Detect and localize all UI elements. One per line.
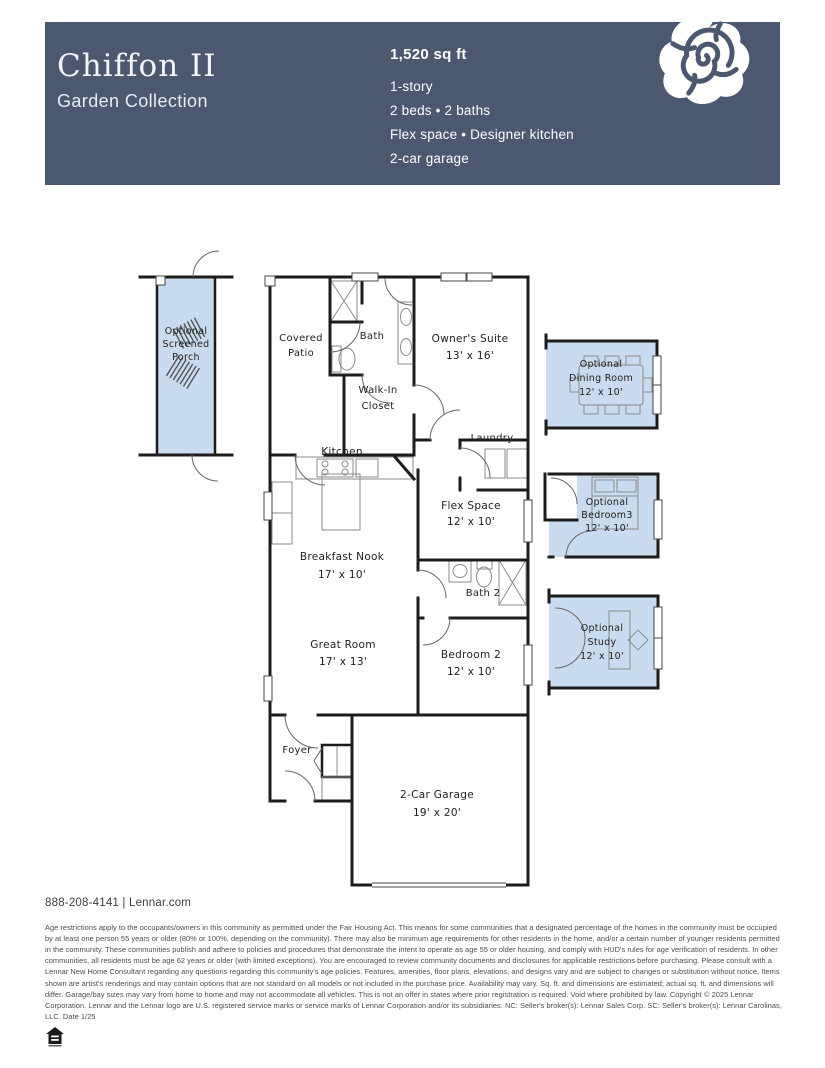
svg-text:Bath: Bath xyxy=(359,331,385,342)
svg-text:Bedroom3: Bedroom3 xyxy=(581,510,633,521)
svg-text:2-Car Garage: 2-Car Garage xyxy=(400,789,474,801)
room-label-breakfast xyxy=(300,551,385,581)
room-label-bath2 xyxy=(466,588,501,599)
svg-text:Walk-In: Walk-In xyxy=(358,385,398,396)
svg-text:Laundry: Laundry xyxy=(470,433,514,444)
svg-text:Bedroom 2: Bedroom 2 xyxy=(440,649,502,661)
svg-text:12' x 10': 12' x 10' xyxy=(446,666,496,678)
svg-text:Flex Space: Flex Space xyxy=(441,500,501,512)
svg-text:Bath 2: Bath 2 xyxy=(465,588,501,599)
svg-text:Patio: Patio xyxy=(287,348,315,359)
bedroom3-entry-alcove xyxy=(546,475,577,519)
svg-text:Covered: Covered xyxy=(279,333,323,344)
svg-text:12' x 10': 12' x 10' xyxy=(446,516,496,528)
room-label-walkin-closet xyxy=(359,385,398,412)
legal-disclaimer: Age restrictions apply to the occupants/owners in this community as permitted under the Fair Housing Act. This means for some communities that a designated percentage of the homes in the community must be occupied by at least one person 55 years or older (80% or 100%, depending on the community). There may also be minimum age requirements for other residents in the home, and/or a certain number of younger residents permitted in the community. These communities publish and adhere to policies and procedures that demonstrate the intent to operate as age 55 or older housing, and comply with HUD's rules for age verification of residents. In other communities, all residents must be age 62 years or older (with limited exceptions). You are encouraged to review community documents and disclosures for applicable restrictions before purchasing. Please consult with a Lennar New Home Consultant regarding any questions regarding this community's age policies. Features, amenities, floor plans, elevations, and designs vary and are subject to changes or substitution without notice. Items shown are artist's renderings and may contain options that are not standard on all models or not included in the purchase price. Availability may vary. Sq. ft. and dimensions are estimated; actual sq. ft. and dimensions will differ. Garage/bay sizes may vary from home to home and may not accommodate all vehicles. This is not an offer in states where prior registration is required. Void where prohibited by law. Copyright © 2025 Lennar Corporation. Lennar and the Lennar logo are U.S. registered service marks or service marks of Lennar Corporation and/or its subsidiaries. NC: Seller's broker(s): Lennar Sales Corp. SC: Seller's broker(s): Lennar Carolinas, LLC. Date 1/25 xyxy=(45,923,782,1021)
svg-text:Study: Study xyxy=(587,637,617,648)
room-label-bedroom3 xyxy=(581,497,632,534)
kitchen-island xyxy=(322,474,360,530)
toilet-icon xyxy=(477,561,492,569)
svg-text:Kitchen: Kitchen xyxy=(321,446,363,458)
garage-door xyxy=(372,881,506,889)
svg-text:12' x 10': 12' x 10' xyxy=(579,387,623,398)
svg-text:17' x 13': 17' x 13' xyxy=(318,656,368,668)
room-label-owners-suite xyxy=(432,333,509,362)
refrigerator-icon xyxy=(272,482,292,513)
svg-text:13' x 16': 13' x 16' xyxy=(445,350,495,362)
svg-text:Porch: Porch xyxy=(172,352,200,363)
plan-title: Chiffon II xyxy=(57,48,217,84)
washer-icon xyxy=(485,449,505,478)
room-label-great-room xyxy=(310,639,375,668)
spec-beds-baths: 2 beds • 2 baths xyxy=(390,103,491,118)
equal-housing-logo-icon xyxy=(45,1026,65,1048)
svg-text:Great Room: Great Room xyxy=(310,639,376,651)
svg-text:Screened: Screened xyxy=(162,339,210,350)
svg-text:19' x 20': 19' x 20' xyxy=(412,807,462,819)
pantry-cabinet xyxy=(272,513,292,544)
spec-features: Flex space • Designer kitchen xyxy=(390,127,574,142)
footer-contact[interactable]: 888-208-4141 | Lennar.com xyxy=(45,897,192,909)
svg-text:Optional: Optional xyxy=(164,326,208,337)
sqft-value: 1,520 sq ft xyxy=(390,46,467,63)
room-label-garage xyxy=(400,789,474,819)
porch-column xyxy=(156,276,165,285)
svg-text:Optional: Optional xyxy=(580,623,624,634)
svg-text:Optional: Optional xyxy=(579,359,623,370)
optional-dining-room xyxy=(546,341,657,428)
porch-column xyxy=(265,276,275,286)
svg-text:Breakfast Nook: Breakfast Nook xyxy=(299,551,385,563)
room-label-laundry xyxy=(471,433,514,444)
svg-text:Owner's Suite: Owner's Suite xyxy=(431,333,509,345)
room-label-covered-patio xyxy=(279,333,323,359)
svg-text:Foyer: Foyer xyxy=(282,745,312,756)
room-label-flex xyxy=(441,500,501,528)
spec-garage: 2-car garage xyxy=(390,151,469,166)
room-label-kitchen xyxy=(321,446,363,458)
svg-text:Closet: Closet xyxy=(361,401,395,412)
room-label-bath xyxy=(360,331,384,342)
toilet-icon xyxy=(332,346,341,372)
dryer-icon xyxy=(507,449,527,478)
room-label-foyer xyxy=(282,745,312,756)
collection-subtitle: Garden Collection xyxy=(57,91,208,111)
room-label-bedroom2 xyxy=(441,649,501,678)
double-vanity-icon xyxy=(398,302,414,364)
kitchen-counter xyxy=(296,457,413,479)
spec-stories: 1-story xyxy=(390,79,433,94)
svg-text:17' x 10': 17' x 10' xyxy=(317,569,367,581)
svg-text:Optional: Optional xyxy=(585,497,629,508)
svg-text:12' x 10': 12' x 10' xyxy=(580,651,624,662)
svg-text:Dining Room: Dining Room xyxy=(568,373,634,384)
svg-text:12' x 10': 12' x 10' xyxy=(585,523,629,534)
